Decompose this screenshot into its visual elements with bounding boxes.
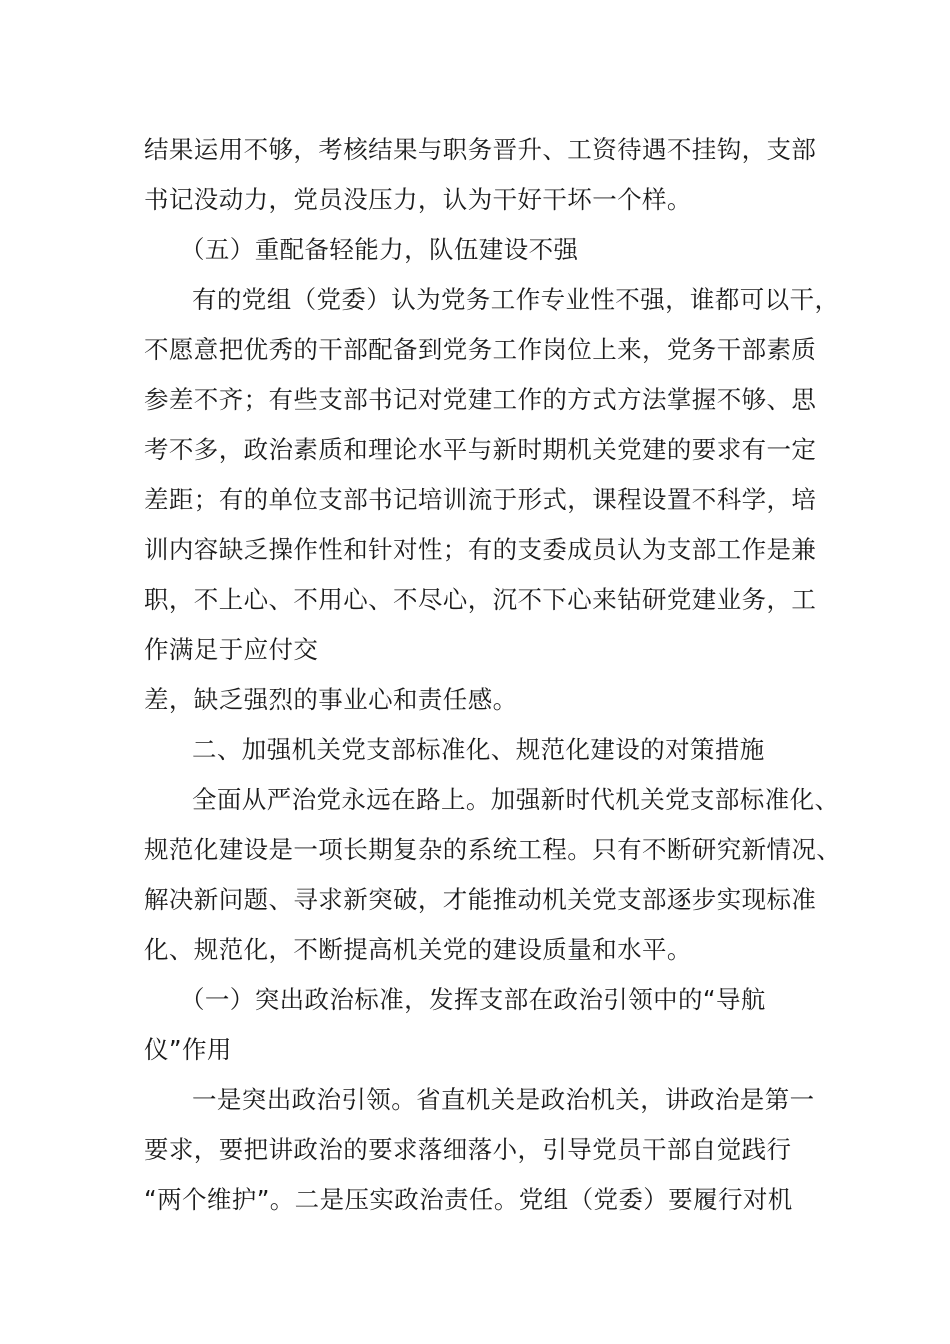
- text-line-8: 差距；有的单位支部书记培训流于形式，课程设置不科学，培: [144, 485, 817, 514]
- text-line-5: 不愿意把优秀的干部配备到党务工作岗位上来，党务干部素质: [144, 335, 817, 364]
- text-line-17: 化、规范化，不断提高机关党的建设质量和水平。: [144, 935, 692, 964]
- section-heading-1-cont: 仪”作用: [144, 1035, 232, 1064]
- text-line-16: 解决新问题、寻求新突破，才能推动机关党支部逐步实现标准: [144, 885, 817, 914]
- text-line-15: 规范化建设是一项长期复杂的系统工程。只有不断研究新情况、: [144, 835, 842, 864]
- text-line-1: 结果运用不够，考核结果与职务晋升、工资待遇不挂钩，支部: [144, 135, 817, 164]
- text-line-10: 职，不上心、不用心、不尽心，沉不下心来钻研党建业务，工: [144, 585, 817, 614]
- text-line-4: 有的党组（党委）认为党务工作专业性不强，谁都可以干，: [192, 285, 840, 314]
- text-line-21: 要求，要把讲政治的要求落细落小，引导党员干部自觉践行: [144, 1135, 792, 1164]
- text-line-7: 考不多，政治素质和理论水平与新时期机关党建的要求有一定: [144, 435, 817, 464]
- text-line-6: 参差不齐；有些支部书记对党建工作的方式方法掌握不够、思: [144, 385, 817, 414]
- text-line-2: 书记没动力，党员没压力，认为干好干坏一个样。: [144, 185, 692, 214]
- text-line-20: 一是突出政治引领。省直机关是政治机关，讲政治是第一: [192, 1085, 815, 1114]
- text-line-22: “两个维护”。二是压实政治责任。党组（党委）要履行对机: [144, 1185, 793, 1214]
- section-heading-5: （五）重配备轻能力，队伍建设不强: [180, 235, 579, 264]
- text-line-9: 训内容缺乏操作性和针对性；有的支委成员认为支部工作是兼: [144, 535, 817, 564]
- section-heading-1: （一）突出政治标准，发挥支部在政治引领中的“导航: [180, 985, 766, 1014]
- chapter-heading-2: 二、加强机关党支部标准化、规范化建设的对策措施: [192, 735, 765, 764]
- text-line-12: 差，缺乏强烈的事业心和责任感。: [144, 685, 518, 714]
- text-line-11: 作满足于应付交: [144, 635, 319, 664]
- text-line-14: 全面从严治党永远在路上。加强新时代机关党支部标准化、: [192, 785, 840, 814]
